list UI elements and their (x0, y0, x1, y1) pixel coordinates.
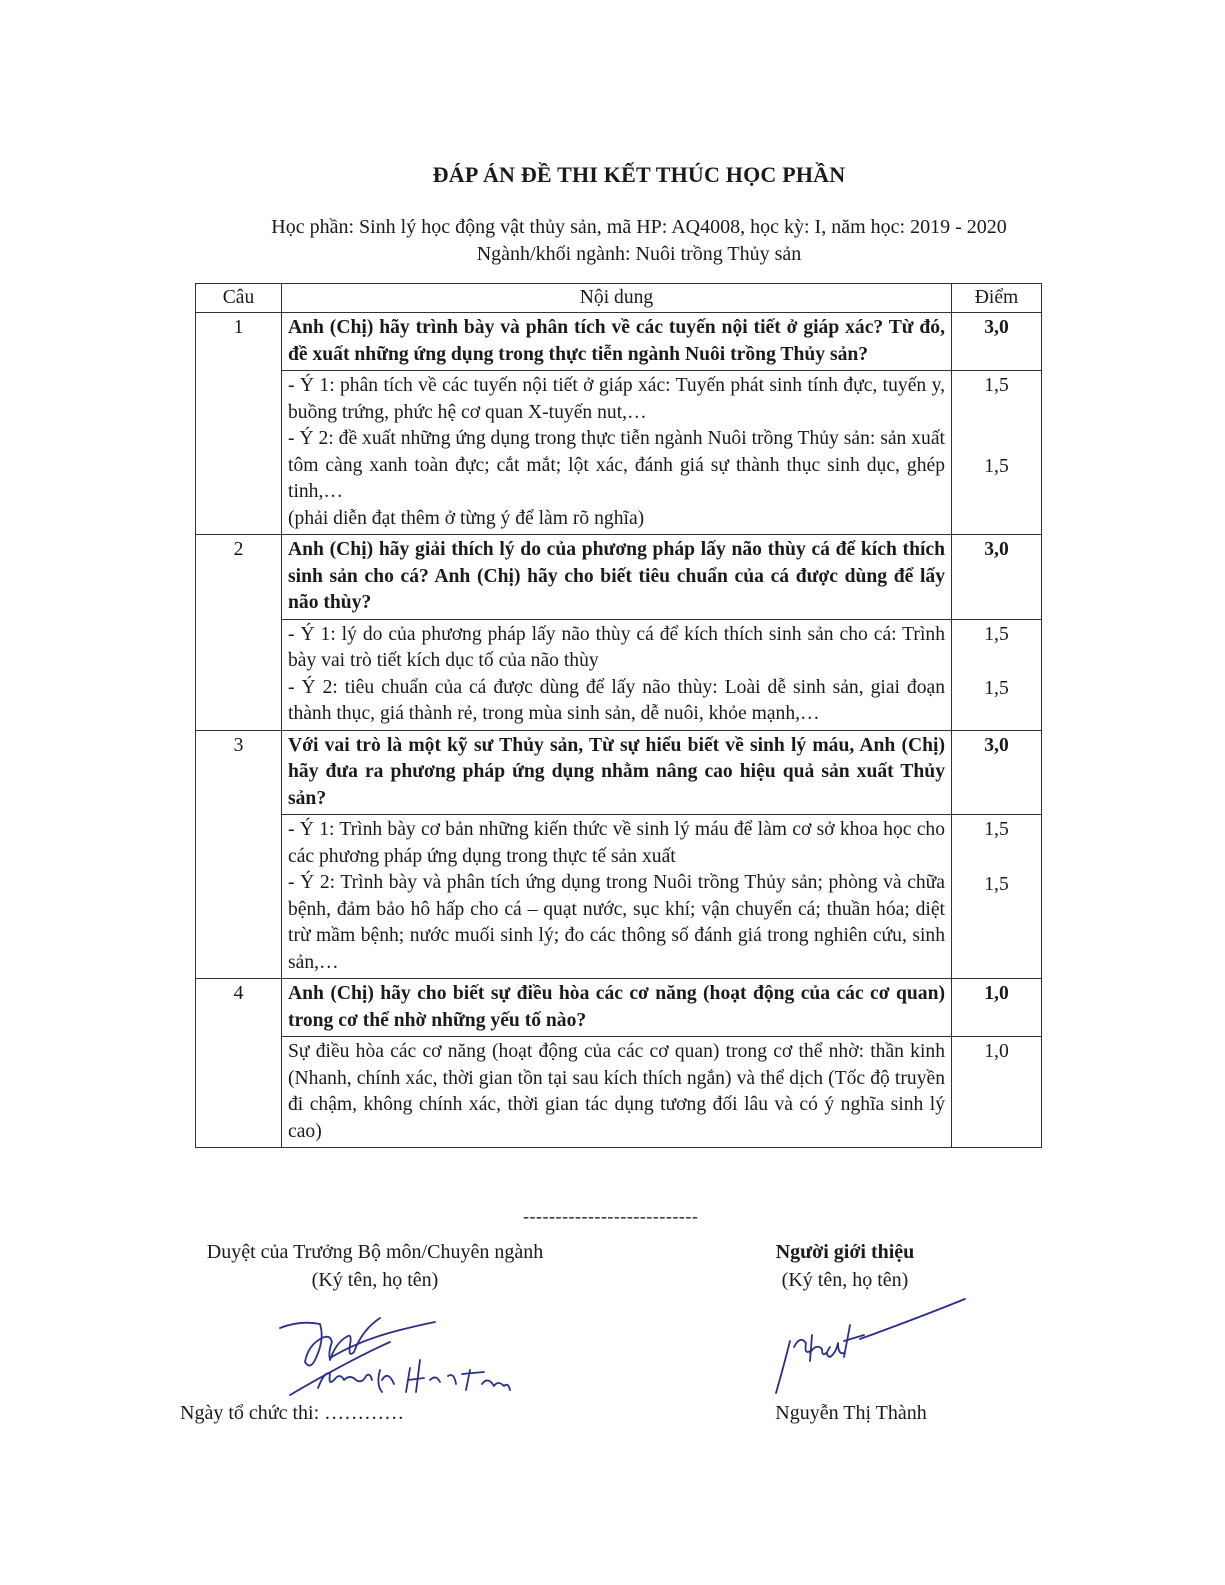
question-number: 3 (196, 730, 282, 979)
answer-cell (282, 1037, 952, 1148)
exam-date-line: Ngày tổ chức thi: ………… (180, 1402, 405, 1424)
answer-points-cell (952, 1037, 1042, 1148)
table-row (196, 535, 1042, 620)
question-points: 3,0 (952, 535, 1042, 620)
answer-table (195, 283, 1042, 1148)
introducer-title: Người giới thiệu (775, 1241, 915, 1263)
answer-points: 1,5 (984, 375, 1009, 396)
answer-item: - Ý 2: tiêu chuẩn của cá được dùng để lấy não thùy: Loài dễ sinh sản, giai đoạn thành thục, giá thành rẻ, trong mùa sinh sản, dễ nuôi, khỏe mạnh,… (288, 676, 945, 724)
table-row (196, 730, 1042, 815)
question-number: 2 (196, 535, 282, 731)
course-info-line: Học phần: Sinh lý học động vật thủy sản, mã HP: AQ4008, học kỳ: I, năm học: 2019 - 2020 (271, 216, 1007, 238)
introducer-signature-icon (760, 1295, 980, 1405)
table-row (196, 619, 1042, 730)
question-points: 3,0 (952, 313, 1042, 371)
separator-line: --------------------------- (523, 1206, 699, 1226)
document-title: ĐÁP ÁN ĐỀ THI KẾT THÚC HỌC PHẦN (432, 162, 846, 187)
question-points: 3,0 (952, 730, 1042, 815)
introducer-subtitle: (Ký tên, họ tên) (781, 1269, 909, 1291)
answer-cell (282, 619, 952, 730)
question-text: Anh (Chị) hãy giải thích lý do của phương pháp lấy não thùy cá để kích thích sinh sản cho cá? Anh (Chị) hãy cho biết tiêu chuẩn của cá được dùng để lấy não thùy? (282, 535, 952, 620)
answer-points: 1,5 (984, 455, 1009, 477)
approver-signature-icon (270, 1300, 530, 1410)
approver-block (170, 1238, 580, 1294)
question-number: 1 (196, 313, 282, 535)
approver-title: Duyệt của Trưởng Bộ môn/Chuyên ngành (206, 1241, 544, 1263)
introducer-name: Nguyễn Thị Thành (775, 1402, 927, 1424)
answer-item: - Ý 1: phân tích về các tuyến nội tiết ở giáp xác: Tuyến phát sinh tính đực, tuyến y, buồng trứng, phức hệ cơ quan X-tuyến nut,… (288, 375, 945, 423)
table-row (196, 371, 1042, 535)
answer-note: (phải diễn đạt thêm ở từng ý để làm rõ nghĩa) (288, 507, 645, 529)
answer-points-cell (952, 371, 1042, 535)
answer-points-cell (952, 815, 1042, 979)
table-row (196, 1037, 1042, 1148)
header-points: Điểm (952, 284, 1042, 313)
answer-points-cell (952, 619, 1042, 730)
table-row (196, 815, 1042, 979)
answer-item: - Ý 2: Trình bày và phân tích ứng dụng trong Nuôi trồng Thủy sản; phòng và chữa bệnh, đảm bảo hô hấp cho cá – quạt nước, sục khí; vận chuyển cá; thuần hóa; diệt trừ mầm bệnh; nước muối sinh lý; đo các thông số đánh giá trong nghiên cứu, sinh sản,… (288, 872, 945, 973)
question-points: 1,0 (952, 979, 1042, 1037)
answer-item: - Ý 1: lý do của phương pháp lấy não thùy cá để kích thích sinh sản cho cá: Trình bày vai trò tiết kích dục tố của não thùy (288, 623, 945, 671)
answer-points: 1,5 (984, 873, 1009, 895)
answer-cell (282, 815, 952, 979)
answer-cell (282, 371, 952, 535)
question-text: Với vai trò là một kỹ sư Thủy sản, Từ sự hiểu biết về sinh lý máu, Anh (Chị) hãy đưa ra phương pháp ứng dụng nhằm nâng cao hiệu quả sản xuất Thủy sản? (282, 730, 952, 815)
answer-points: 1,5 (984, 819, 1009, 840)
question-text: Anh (Chị) hãy trình bày và phân tích về các tuyến nội tiết ở giáp xác? Từ đó, đề xuất những ứng dụng trong thực tiễn ngành Nuôi trồng Thủy sản? (282, 313, 952, 371)
table-header-row (196, 284, 1042, 313)
question-text: Anh (Chị) hãy cho biết sự điều hòa các cơ năng (hoạt động của các cơ quan) trong cơ thể nhờ những yếu tố nào? (282, 979, 952, 1037)
table-row (196, 979, 1042, 1037)
answer-points: 1,5 (984, 678, 1009, 699)
question-number: 4 (196, 979, 282, 1148)
approver-subtitle: (Ký tên, họ tên) (311, 1269, 439, 1291)
header-question: Câu (196, 284, 282, 313)
answer-points: 1,0 (984, 1041, 1009, 1062)
table-row (196, 313, 1042, 371)
introducer-block (740, 1238, 950, 1294)
answer-item: Sự điều hòa các cơ năng (hoạt động của các cơ quan) trong cơ thể nhờ: thần kinh (Nhanh, chính xác, thời gian tồn tại sau kích thích ngắn) và thể dịch (Tốc độ truyền đi chậm, không chính xác, thời gian tác dụng tương đối lâu và có ý nghĩa sinh lý cao) (288, 1041, 945, 1142)
header-content: Nội dung (282, 284, 952, 313)
major-info-line: Ngành/khối ngành: Nuôi trồng Thủy sản (476, 243, 802, 265)
answer-item: - Ý 1: Trình bày cơ bản những kiến thức về sinh lý máu để làm cơ sở khoa học cho các phương pháp ứng dụng trong thực tế sản xuất (288, 819, 945, 867)
answer-item: - Ý 2: đề xuất những ứng dụng trong thực tiễn ngành Nuôi trồng Thủy sản: sản xuất tôm càng xanh toàn đực; cắt mắt; lột xác, đánh giá sự thành thục sinh dục, ghép tinh,… (288, 428, 945, 502)
answer-points: 1,5 (984, 623, 1009, 645)
